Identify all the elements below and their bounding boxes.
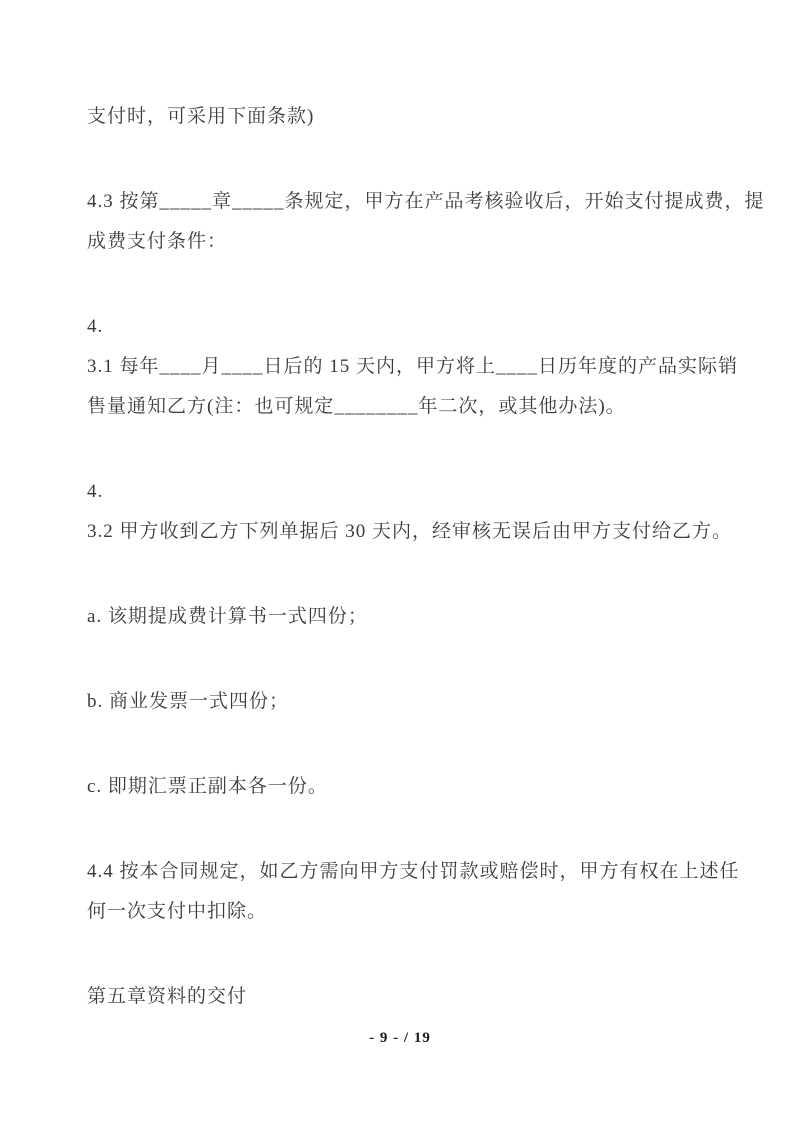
paragraph-clause-4-3 — [87, 182, 765, 262]
document-line: 4. — [87, 316, 104, 337]
paragraph-intro — [87, 97, 747, 137]
document-line: 售量通知乙方(注：也可规定________年二次，或其他办法)。 — [87, 396, 626, 417]
paragraph-item-a — [87, 597, 747, 637]
document-line: 支付时，可采用下面条款) — [87, 106, 315, 127]
document-line: 4.4 按本合同规定，如乙方需向甲方支付罚款或赔偿时，甲方有权在上述任 — [87, 861, 740, 882]
document-line: b. 商业发票一式四份； — [87, 691, 290, 712]
chapter-heading-text: 第五章资料的交付 — [87, 986, 248, 1007]
document-line: 4. — [87, 481, 104, 502]
paragraph-item-b — [87, 682, 747, 722]
chapter-heading — [87, 977, 747, 1017]
page-number: - 9 - / 19 — [369, 1030, 431, 1046]
paragraph-clause-4-4 — [87, 852, 747, 932]
document-line: a. 该期提成费计算书一式四份； — [87, 606, 368, 627]
document-line: 何一次支付中扣除。 — [87, 901, 268, 922]
document-line: 3.2 甲方收到乙方下列单据后 30 天内，经审核无误后由甲方支付给乙方。 — [87, 521, 733, 542]
document-line: 成费支付条件： — [87, 231, 228, 252]
paragraph-clause-4-3-2 — [87, 472, 747, 552]
document-content — [87, 97, 765, 1017]
paragraph-item-c — [87, 767, 747, 807]
document-line: 3.1 每年____月____日后的 15 天内，甲方将上____日历年度的产品实际销 — [87, 356, 739, 377]
paragraph-clause-4-3-1 — [87, 307, 747, 427]
document-line: c. 即期汇票正副本各一份。 — [87, 776, 328, 797]
document-line: 4.3 按第_____章_____条规定，甲方在产品考核验收后，开始支付提成费，提 — [87, 191, 765, 212]
